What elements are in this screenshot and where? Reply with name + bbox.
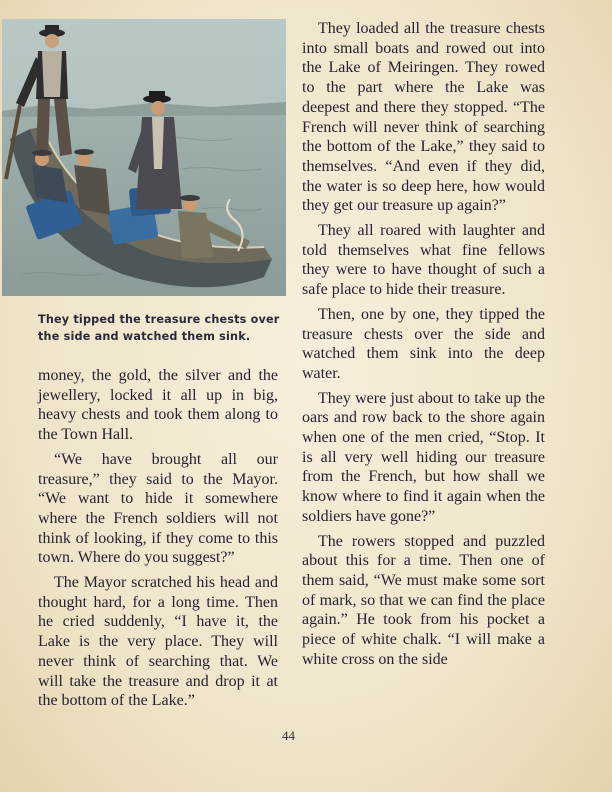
page-number: 44	[282, 728, 295, 743]
paragraph: money, the gold, the silver and the jewellery, locked it all up in big, heavy chests and took them along to the Town Hall.	[38, 367, 278, 444]
paragraph: The Mayor scratched his head and thought hard, for a long time. Then he cried suddenly, “I have it, the Lake is the very place. They will never think of searching that. We will take the treasure and drop it at the bottom of the Lake.”	[38, 574, 278, 710]
paragraph: Then, one by one, they tipped the treasure chests over the side and watched them sink into the deep water.	[302, 305, 545, 382]
right-text-column	[302, 19, 545, 675]
paragraph: “We have brought all our treasure,” they said to the Mayor. “We want to hide it somewhere where the French soldiers will not think of looking, if they come to this town. Where do you suggest?”	[38, 450, 278, 567]
boat-illustration-image	[2, 19, 286, 296]
illustration-men-in-boat	[2, 19, 286, 296]
illustration-caption: They tipped the treasure chests over the side and watched them sink.	[38, 313, 280, 343]
left-text-column	[38, 366, 278, 716]
paragraph: The rowers stopped and puzzled about this for a time. Then one of them said, “We must make some sort of mark, so that we can find the place again.” He took from his pocket a piece of white chalk. “I will make a white cross on the side	[302, 532, 545, 668]
paragraph: They loaded all the treasure chests into small boats and rowed out into the Lake of Meiringen. They rowed to the part where the Lake was deepest and there they stopped. “The French will never think of searching the bottom of the Lake,” they said to themselves. “And even if they did, the water is so deep here, how would they get our treasure up again?”	[302, 20, 545, 215]
paragraph: They all roared with laughter and told themselves what fine fellows they were to have thought of such a safe place to hide their treasure.	[302, 222, 545, 299]
paragraph: They were just about to take up the oars and row back to the shore again when one of the men cried, “Stop. It is all very well hiding our treasure from the French, but how shall we know where to find it again when the soldiers have gone?”	[302, 389, 545, 525]
